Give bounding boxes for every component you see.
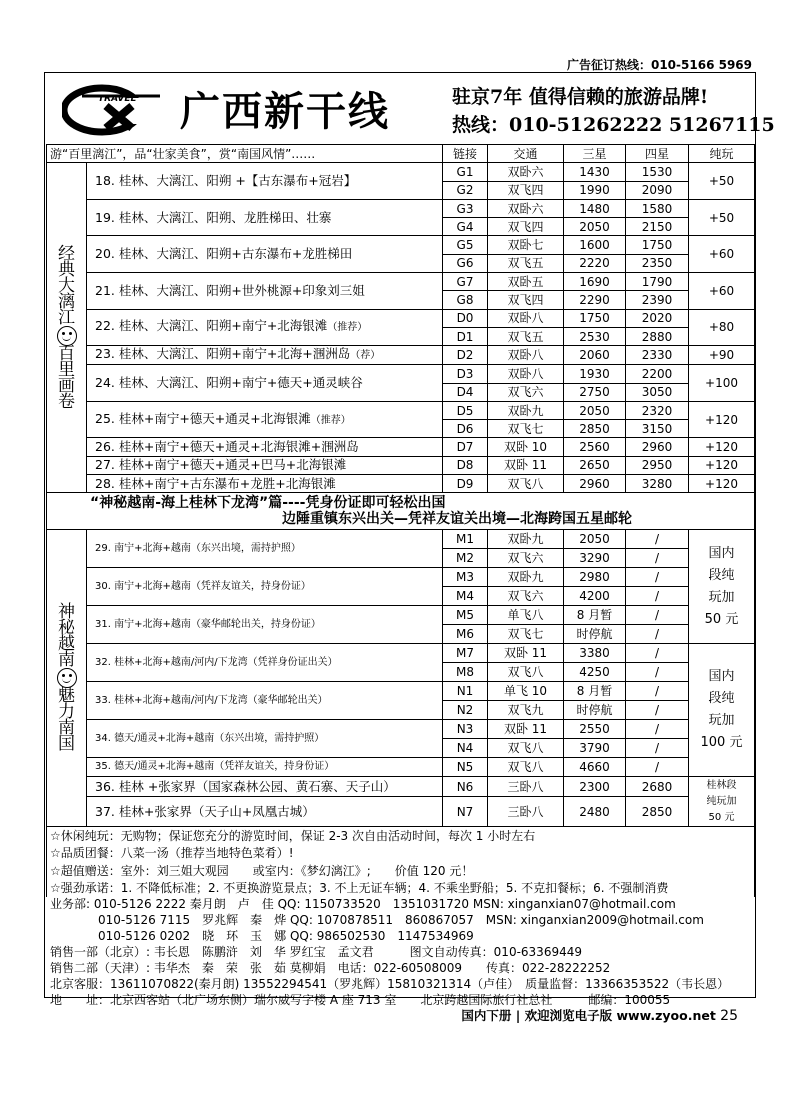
route-code: G5 (443, 236, 488, 254)
price-3star: 2550 (564, 720, 626, 739)
route-code: G3 (443, 199, 488, 217)
route-code: M4 (443, 587, 488, 606)
price-4star: / (626, 720, 689, 739)
route-code: G2 (443, 181, 488, 199)
route-title: 22. 桂林、大漓江、阳朔+南宁+北海银滩 (95, 318, 328, 334)
price-3star: 4660 (564, 758, 626, 777)
side-title-char: 越 (58, 634, 75, 655)
price-4star: 2960 (626, 438, 689, 456)
transport: 双卧八 (488, 346, 564, 365)
route-name (87, 456, 443, 474)
route-code: G6 (443, 254, 488, 272)
route-name: 34. 德天/通灵+北海+越南（东兴出境，需持护照） (87, 720, 443, 758)
transport: 三卧八 (488, 797, 564, 827)
route-title: 25. 桂林+南宁+德天+通灵+北海银滩 (95, 410, 311, 426)
price-4star: 1750 (626, 236, 689, 254)
pure-surcharge: +60 (689, 236, 755, 273)
price-3star: 1990 (564, 181, 626, 199)
route-code: M7 (443, 644, 488, 663)
route-code: M8 (443, 663, 488, 682)
price-4star: 2320 (626, 401, 689, 419)
pure-surcharge: +50 (689, 163, 755, 200)
pure-line: 100 元 (700, 735, 743, 751)
route-code: G1 (443, 163, 488, 181)
price-4star: / (626, 663, 689, 682)
transport: 双飞四 (488, 218, 564, 236)
section-header-line2: 边陲重镇东兴出关—凭祥友谊关出境—北海跨国五星邮轮 (282, 511, 632, 528)
price-3star: 时停航 (564, 625, 626, 644)
price-3star: 2300 (564, 777, 626, 797)
price-4star: / (626, 530, 689, 549)
route-title: 27. 桂林+南宁+德天+通灵+巴马+北海银滩 (95, 457, 347, 473)
pure-surcharge: +80 (689, 309, 755, 346)
table-row (47, 309, 755, 327)
pure-surcharge-c (689, 777, 755, 827)
route-title: 18. 桂林、大漓江、阳朔 +【古东瀑布+冠岩】 (95, 173, 357, 189)
intro-text: 游“百里漓江”，品“壮家美食”，赏“南国风情”…… (47, 145, 443, 163)
footer (461, 1006, 738, 1024)
price-3star: 2220 (564, 254, 626, 272)
transport: 双卧 11 (488, 456, 564, 474)
pure-surcharge: +60 (689, 273, 755, 310)
price-3star: 2980 (564, 568, 626, 587)
transport: 双卧九 (488, 530, 564, 549)
route-code: M3 (443, 568, 488, 587)
transport: 双飞四 (488, 291, 564, 309)
price-4star: 2200 (626, 365, 689, 383)
route-code: D1 (443, 327, 488, 345)
route-code: N7 (443, 797, 488, 827)
transport: 双卧 11 (488, 720, 564, 739)
transport: 双飞八 (488, 758, 564, 777)
ad-hotline: 广告征订热线：010-5166 5969 (566, 58, 752, 72)
side-title-char: 力 (58, 702, 75, 723)
price-4star: 2090 (626, 181, 689, 199)
smiley-icon (57, 326, 77, 346)
pure-line: 桂林段 (706, 779, 737, 791)
price-3star: 1690 (564, 273, 626, 291)
price-4star: 1790 (626, 273, 689, 291)
price-4star: 1530 (626, 163, 689, 181)
price-4star: 2680 (626, 777, 689, 797)
side-title-char: 秘 (58, 618, 75, 639)
route-code: N3 (443, 720, 488, 739)
route-name (87, 346, 443, 365)
pure-surcharge: +90 (689, 346, 755, 365)
transport: 单飞八 (488, 606, 564, 625)
route-code: N1 (443, 682, 488, 701)
price-4star: 2350 (626, 254, 689, 272)
transport: 双飞六 (488, 587, 564, 606)
route-note: （荐） (350, 350, 381, 362)
route-name (87, 273, 443, 310)
price-4star: / (626, 606, 689, 625)
price-4star: / (626, 682, 689, 701)
route-code: M2 (443, 549, 488, 568)
price-4star: 1580 (626, 199, 689, 217)
price-4star: / (626, 625, 689, 644)
note-line: ☆品质团餐：八菜一汤（推荐当地特色菜肴）! (47, 845, 755, 862)
transport: 双飞四 (488, 181, 564, 199)
route-name: 32. 桂林+北海+越南/河内/下龙湾（凭祥身份证出关） (87, 644, 443, 682)
route-name (87, 199, 443, 236)
price-4star: 2880 (626, 327, 689, 345)
side-title-char: 南 (58, 718, 75, 739)
route-code: D6 (443, 420, 488, 438)
price-4star: 2950 (626, 456, 689, 474)
table-row (47, 163, 755, 181)
transport: 双卧 11 (488, 644, 564, 663)
side-title-char: 经 (58, 243, 75, 264)
pure-line: 纯玩加 (706, 795, 737, 807)
price-3star: 2050 (564, 401, 626, 419)
contact-info (50, 896, 750, 1008)
route-name (87, 438, 443, 456)
smiley-icon (57, 668, 77, 688)
table-row (47, 438, 755, 456)
transport: 双飞七 (488, 420, 564, 438)
price-3star: 2050 (564, 218, 626, 236)
transport: 双卧六 (488, 163, 564, 181)
route-title: 19. 桂林、大漓江、阳朔、龙胜梯田、壮寨 (95, 209, 332, 225)
route-name (87, 365, 443, 402)
route-code: D9 (443, 475, 488, 493)
price-4star: / (626, 587, 689, 606)
side-title-char: 卷 (58, 391, 75, 412)
price-3star: 3380 (564, 644, 626, 663)
price-3star: 2060 (564, 346, 626, 365)
price-4star: 2020 (626, 309, 689, 327)
price-4star: / (626, 644, 689, 663)
contact-line: 销售二部（天津）: 韦华杰 秦 荣 张 茹 莫柳娟 电话：022-60508009 传真：022-28222252 (50, 961, 611, 975)
price-3star: 1930 (564, 365, 626, 383)
price-4star: / (626, 739, 689, 758)
route-name: 35. 德天/通灵+北海+越南（凭祥友谊关，持身份证） (87, 758, 443, 777)
side-title-char: 神 (58, 602, 75, 623)
pure-line: 50 元 (704, 611, 739, 627)
route-title: 23. 桂林、大漓江、阳朔+南宁+北海+涠洲岛 (95, 346, 351, 362)
side-title-char: 百 (58, 343, 75, 364)
route-name: 36. 桂林 +张家界（国家森林公园、黄石寨、天子山） (87, 777, 443, 797)
side-title-char: 魅 (58, 686, 75, 707)
price-4star: 3150 (626, 420, 689, 438)
transport: 单飞 10 (488, 682, 564, 701)
transport: 双卧八 (488, 309, 564, 327)
slogan: 驻京7年 值得信赖的旅游品牌! (452, 86, 709, 108)
route-name: 31. 南宁+北海+越南（豪华邮轮出关，持身份证） (87, 606, 443, 644)
pure-line: 国内 (708, 669, 735, 685)
side-title-char: 南 (58, 650, 75, 671)
route-code: G8 (443, 291, 488, 309)
route-code: M6 (443, 625, 488, 644)
side-title-char: 江 (58, 307, 75, 328)
col-header-pure: 纯玩 (689, 145, 755, 163)
price-4star: 2330 (626, 346, 689, 365)
table-row (47, 777, 755, 797)
contact-line: 地 址：北京西客站（北广场东侧）瑞尔威写字楼 A 座 713 室 北京跨越国际旅行社总社 邮编：100055 (50, 993, 671, 1007)
route-name: 37. 桂林+张家界（天子山+凤凰古城） (87, 797, 443, 827)
transport: 双飞八 (488, 475, 564, 493)
col-header-4star: 四星 (626, 145, 689, 163)
section-header-vietnam (47, 493, 755, 530)
route-code: D0 (443, 309, 488, 327)
price-4star: / (626, 701, 689, 720)
price-4star: 2150 (626, 218, 689, 236)
note-line: ☆超值赠送：室外：刘三姐大观园 或室内：《梦幻漓江》; 价值 120 元！ (47, 862, 755, 879)
route-name (87, 401, 443, 438)
transport: 双卧五 (488, 273, 564, 291)
route-name: 33. 桂林+北海+越南/河内/下龙湾（豪华邮轮出关） (87, 682, 443, 720)
transport: 双飞六 (488, 549, 564, 568)
table-row (47, 346, 755, 365)
side-title-char: 大 (58, 275, 75, 296)
section-title-vietnam (47, 530, 87, 827)
route-title: 24. 桂林、大漓江、阳朔+南宁+德天+通灵峡谷 (95, 375, 363, 391)
footer-text: 国内下册 | 欢迎浏览电子版 www.zyoo.net (461, 1008, 716, 1023)
transport: 双飞八 (488, 663, 564, 682)
transport: 双卧八 (488, 365, 564, 383)
pure-surcharge-a (689, 530, 755, 644)
route-code: D7 (443, 438, 488, 456)
table-row (47, 568, 755, 587)
route-code: G4 (443, 218, 488, 236)
route-code: D3 (443, 365, 488, 383)
price-4star: 3280 (626, 475, 689, 493)
route-name (87, 236, 443, 273)
table-row (47, 401, 755, 419)
route-code: N5 (443, 758, 488, 777)
transport: 三卧八 (488, 777, 564, 797)
table-row (47, 236, 755, 254)
route-code: N6 (443, 777, 488, 797)
transport: 双飞五 (488, 327, 564, 345)
price-3star: 2290 (564, 291, 626, 309)
route-title: 21. 桂林、大漓江、阳朔+世外桃源+印象刘三姐 (95, 282, 365, 298)
transport: 双飞七 (488, 625, 564, 644)
price-4star: / (626, 758, 689, 777)
pure-surcharge: +120 (689, 401, 755, 438)
price-3star: 4250 (564, 663, 626, 682)
table-row (47, 530, 755, 549)
table-row (47, 199, 755, 217)
price-4star: 3050 (626, 383, 689, 401)
col-header-link: 链接 (443, 145, 488, 163)
route-code: D4 (443, 383, 488, 401)
side-title-char: 国 (58, 734, 75, 755)
transport: 双卧九 (488, 568, 564, 587)
price-3star: 4200 (564, 587, 626, 606)
table-row (47, 606, 755, 625)
section-title-classic (47, 163, 87, 493)
price-3star: 2650 (564, 456, 626, 474)
contact-line: 业务部: 010-5126 2222 秦月朗 卢 佳 QQ: 1150733520 1351031720 MSN: xinganxian07@hotmail.com (50, 897, 676, 911)
table-row (47, 720, 755, 739)
pure-line: 段纯 (708, 691, 735, 707)
transport: 双卧七 (488, 236, 564, 254)
contact-line: 销售一部（北京）: 韦长恩 陈鹏浒 刘 华 罗红宝 孟文君 图文自动传真：010-63369449 (50, 945, 582, 959)
brand-name: 广西新干线 (180, 88, 390, 135)
pure-line: 玩加 (708, 713, 735, 729)
transport: 双卧 10 (488, 438, 564, 456)
price-3star: 8 月暂 (564, 606, 626, 625)
route-name: 29. 南宁+北海+越南（东兴出境，需持护照） (87, 530, 443, 568)
table-row (47, 644, 755, 663)
pure-surcharge: +50 (689, 199, 755, 236)
transport: 双卧六 (488, 199, 564, 217)
route-code: D2 (443, 346, 488, 365)
route-note: （推荐） (327, 322, 368, 334)
side-title-char: 漓 (58, 291, 75, 312)
contact-line: 010-5126 7115 罗兆辉 秦 烨 QQ: 1070878511 860867057 MSN: xinganxian2009@hotmail.com (50, 913, 704, 927)
table-row (47, 456, 755, 474)
pure-surcharge: +120 (689, 456, 755, 474)
table-row (47, 682, 755, 701)
pure-surcharge: +100 (689, 365, 755, 402)
section-header-line1: “神秘越南-海上桂林下龙湾”篇----凭身份证即可轻松出国 (90, 495, 446, 512)
contact-line: 北京客服：13611070822(秦月朗) 13552294541（罗兆辉）15810321314（卢佳） 质量监督：13366353522（韦长恩） (50, 977, 730, 991)
price-3star: 时停航 (564, 701, 626, 720)
price-3star: 2850 (564, 420, 626, 438)
route-code: D5 (443, 401, 488, 419)
pure-surcharge: +120 (689, 438, 755, 456)
col-header-transport: 交通 (488, 145, 564, 163)
transport: 双飞八 (488, 739, 564, 758)
route-title: 26. 桂林+南宁+德天+通灵+北海银滩+涠洲岛 (95, 439, 359, 455)
route-code: N4 (443, 739, 488, 758)
pure-line: 国内 (708, 545, 735, 561)
pure-surcharge-b (689, 644, 755, 777)
route-code: N2 (443, 701, 488, 720)
price-4star: 2390 (626, 291, 689, 309)
travel-logo (62, 84, 166, 136)
table-row (47, 758, 755, 777)
contact-line: 010-5126 0202 晓 环 玉 娜 QQ: 986502530 1147534969 (50, 929, 474, 943)
pure-surcharge: +120 (689, 475, 755, 493)
page-number: 25 (720, 1008, 738, 1024)
table-row (47, 797, 755, 827)
price-3star: 1750 (564, 309, 626, 327)
route-name: 30. 南宁+北海+越南（凭祥友谊关，持身份证） (87, 568, 443, 606)
route-name (87, 475, 443, 493)
price-3star: 2750 (564, 383, 626, 401)
route-code: D8 (443, 456, 488, 474)
table-row (47, 365, 755, 383)
note-line: ☆休闲纯玩：无购物；保证您充分的游览时间，保证 2-3 次自由活动时间，每次 1 小时左右 (47, 827, 755, 845)
transport: 双飞九 (488, 701, 564, 720)
side-title-char: 画 (58, 375, 75, 396)
table-row (47, 273, 755, 291)
hotline: 热线：010-51262222 51267115 (452, 114, 775, 136)
price-3star: 2480 (564, 797, 626, 827)
price-3star: 1430 (564, 163, 626, 181)
price-3star: 3790 (564, 739, 626, 758)
note-line: ☆强劲承诺：1. 不降低标准；2. 不更换游览景点；3. 不上无证车辆；4. 不乘坐野船；5. 不克扣餐标；6. 不强制消费 (47, 879, 755, 896)
price-3star: 2050 (564, 530, 626, 549)
pure-line: 50 元 (708, 811, 735, 823)
route-code: M5 (443, 606, 488, 625)
route-name (87, 309, 443, 346)
route-code: M1 (443, 530, 488, 549)
side-title-char: 典 (58, 259, 75, 280)
route-note: （推荐） (310, 414, 351, 426)
transport: 双卧九 (488, 401, 564, 419)
side-title-char: 里 (58, 359, 75, 380)
route-title: 28. 桂林+南宁+古东瀑布+龙胜+北海银滩 (95, 475, 336, 491)
price-3star: 2560 (564, 438, 626, 456)
price-3star: 2960 (564, 475, 626, 493)
price-3star: 3290 (564, 549, 626, 568)
logo-text: TRAVEL (98, 94, 137, 104)
route-title: 20. 桂林、大漓江、阳朔+古东瀑布+龙胜梯田 (95, 246, 353, 262)
route-name (87, 163, 443, 200)
price-4star: / (626, 549, 689, 568)
price-3star: 8 月暂 (564, 682, 626, 701)
transport: 双飞五 (488, 254, 564, 272)
price-3star: 2530 (564, 327, 626, 345)
price-table (46, 144, 755, 897)
price-3star: 1480 (564, 199, 626, 217)
col-header-3star: 三星 (564, 145, 626, 163)
pure-line: 段纯 (708, 567, 735, 583)
price-4star: 2850 (626, 797, 689, 827)
price-4star: / (626, 568, 689, 587)
pure-line: 玩加 (708, 589, 735, 605)
transport: 双飞六 (488, 383, 564, 401)
price-3star: 1600 (564, 236, 626, 254)
table-row (47, 475, 755, 493)
route-code: G7 (443, 273, 488, 291)
